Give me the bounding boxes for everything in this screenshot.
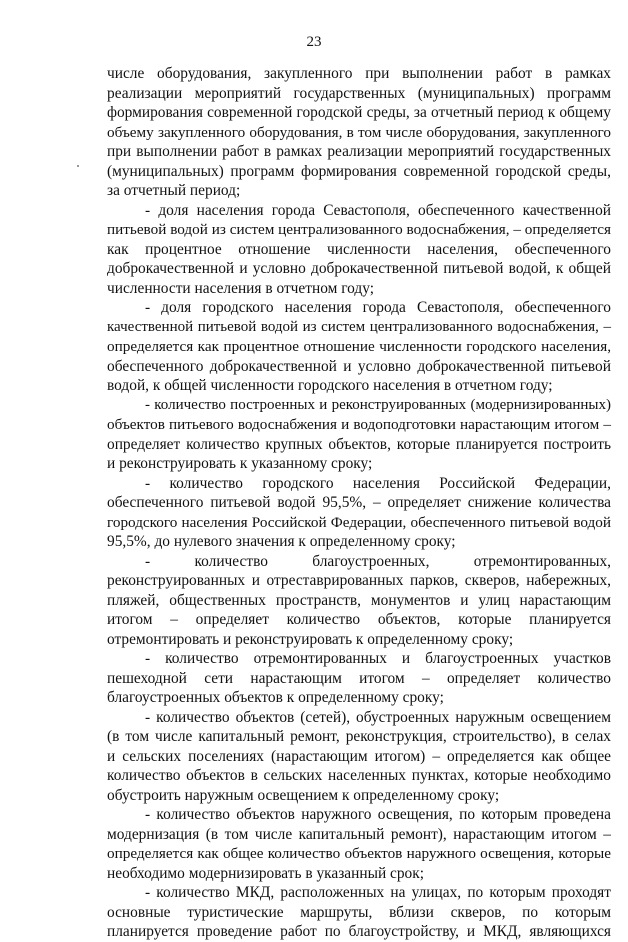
text-line: - доля населения города Севастополя, обеспеченного качественной: [145, 201, 611, 219]
text-line: числе оборудования, закупленного при выполнении работ в рамках: [107, 65, 611, 82]
text-line: качественной питьевой водой из систем централизованного водоснабжения, –: [107, 318, 611, 335]
body-text: [107, 64, 611, 942]
text-line: (муниципальных) программ формирования современной городской среды,: [107, 162, 611, 180]
text-line: итогом – определяет количество объектов, которые планируется: [107, 611, 611, 628]
text-line: обеспеченного доброкачественной и условно доброкачественной питьевой: [107, 357, 611, 375]
text-line: городского населения Российской Федерации, обеспеченного питьевой водой: [107, 513, 611, 531]
text-line: отремонтировать и реконструировать к определенному сроку;: [107, 630, 514, 648]
text-line: доброкачественной и условно доброкачественной питьевой водой, к общей: [107, 260, 611, 277]
text-line: обустроить наружным освещением к определенному сроку;: [107, 786, 500, 804]
text-line: обеспеченного питьевой водой 95,5%, – определяет снижение количества: [107, 494, 611, 511]
text-line: модернизация (в том числе капитальный ремонт), нарастающим итогом –: [107, 825, 611, 843]
text-line: благоустроенных объектов к определенному сроку;: [107, 689, 444, 706]
text-line: определяется как процентное отношение численности городского населения,: [107, 338, 611, 355]
text-line: реализации мероприятий государственных (муниципальных) программ: [107, 84, 611, 102]
text-line: - количество отремонтированных и благоустроенных участков: [145, 650, 611, 667]
text-line: планируется проведение работ по благоустройству, и МКД, являющихся: [107, 923, 611, 940]
text-line: при выполнении работ в рамках реализации мероприятий государственных: [107, 143, 611, 160]
text-line: необходимо модернизировать в указанный срок;: [107, 864, 425, 882]
text-line: - количество построенных и реконструированных (модернизированных): [145, 396, 611, 413]
text-line: формирования современной городской среды, за отчетный период к общему: [107, 104, 611, 121]
text-line: как процентное отношение численности населения, обеспеченного: [107, 240, 611, 258]
text-line: - количество объектов (сетей), обустроенных наружным освещением: [145, 708, 611, 726]
text-line: реконструированных и отреставрированных парков, скверов, набережных,: [107, 572, 611, 589]
text-line: численности населения в отчетном году;: [107, 279, 374, 297]
text-line: основные туристические маршруты, вблизи скверов, по которым: [107, 903, 611, 921]
text-line: - количество благоустроенных, отремонтированных,: [145, 552, 611, 570]
text-line: объектов питьевого водоснабжения и водоподготовки нарастающим итогом –: [107, 416, 611, 433]
text-line: определяется как общее количество объектов наружного освещения, которые: [107, 845, 611, 862]
text-line: питьевой водой из систем централизованного водоснабжения, – определяется: [107, 221, 611, 238]
text-line: пляжей, общественных пространств, монументов и улиц нарастающим: [107, 591, 611, 609]
text-line: определяет количество крупных объектов, которые планируется построить: [107, 435, 611, 453]
text-line: - количество городского населения Российской Федерации,: [145, 474, 611, 492]
text-line: 95,5%, до нулевого значения к определенному сроку;: [107, 533, 456, 550]
text-line: пешеходной сети нарастающим итогом – определяет количество: [107, 669, 611, 687]
text-line: водой, к общей численности городского населения в отчетном году;: [107, 377, 553, 394]
text-line: (в том числе капитальный ремонт, реконструкция, строительство), в селах: [107, 728, 611, 745]
text-line: за отчетный период;: [107, 182, 241, 199]
text-line: - доля городского населения города Севастополя, обеспеченного: [145, 299, 611, 316]
text-line: - количество МКД, расположенных на улицах, по которым проходят: [145, 884, 611, 901]
margin-mark: [77, 165, 79, 167]
text-line: объему закупленного оборудования, в том числе оборудования, закупленного: [107, 123, 611, 141]
page-number: 23: [306, 34, 322, 50]
text-line: и сельских поселениях (нарастающим итогом) – определяется как общее: [107, 747, 611, 765]
text-line: и реконструировать к указанному сроку;: [107, 455, 373, 472]
text-line: - количество объектов наружного освещения, по которым проведена: [145, 806, 611, 823]
text-line: количество объектов в сельских населенных пунктах, которые необходимо: [107, 767, 611, 784]
